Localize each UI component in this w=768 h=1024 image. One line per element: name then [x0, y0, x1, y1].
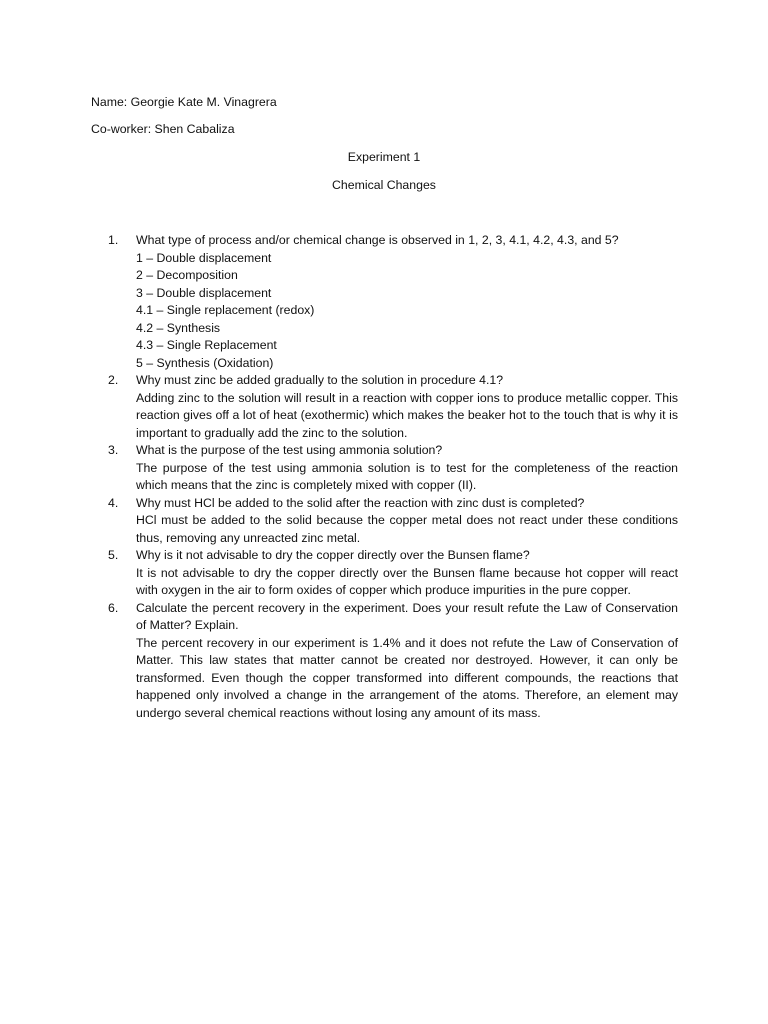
process-item: 1 – Double displacement	[136, 250, 272, 265]
process-item: 4.3 – Single Replacement	[136, 338, 277, 352]
process-item: 5 – Synthesis (Oxidation)	[136, 355, 274, 370]
question-text: Calculate the percent recovery in the experiment. Does your result refute the Law of Conservation of Matter? Explain.	[136, 600, 678, 632]
question-item-2	[108, 372, 678, 442]
process-list	[136, 250, 678, 373]
answer-text: Adding zinc to the solution will result in a reaction with copper ions to produce metallic copper. This reaction gives off a lot of heat (exothermic) which makes the beaker hot to the touch that is why it is important to gradually add the zinc to the solution.	[136, 390, 678, 440]
answer-text: It is not advisable to dry the copper directly over the Bunsen flame because hot copper will react with oxygen in the air to form oxides of copper which produce impurities in the pure copper.	[136, 565, 678, 597]
question-number: 2.	[108, 373, 119, 387]
experiment-number: Experiment 1	[347, 150, 421, 164]
question-number: 1.	[108, 233, 119, 247]
question-text: What type of process and/or chemical change is observed in 1, 2, 3, 4.1, 4.2, 4.3, and 5?	[136, 233, 619, 247]
student-name: Name: Georgie Kate M. Vinagrera	[91, 95, 277, 109]
question-text: Why must HCl be added to the solid after the reaction with zinc dust is completed?	[136, 495, 585, 510]
question-text: Why is it not advisable to dry the copper directly over the Bunsen flame?	[136, 548, 530, 562]
process-item: 4.1 – Single replacement (redox)	[136, 303, 315, 317]
question-number: 5.	[108, 548, 119, 562]
answer-text: The purpose of the test using ammonia solution is to test for the completeness of the reaction which means that the zinc is completely mixed with copper (II).	[136, 460, 678, 492]
process-item: 3 – Double displacement	[136, 285, 272, 300]
question-number: 6.	[108, 600, 119, 615]
question-number: 3.	[108, 443, 119, 457]
question-item-6	[108, 600, 678, 723]
questions-list	[108, 232, 678, 722]
process-item: 2 – Decomposition	[136, 268, 238, 282]
question-item-3	[108, 442, 678, 495]
answer-text: The percent recovery in our experiment is 1.4% and it does not refute the Law of Conservation of Matter. This law states that matter cannot be created nor destroyed. However, it can only be transformed. Even though the copper transformed into different compounds, the reactions that happened only involved a change in the arrangement of the atoms. Therefore, an element may undergo several chemical reactions without losing any amount of its mass.	[136, 635, 678, 720]
question-item-4	[108, 495, 678, 548]
question-item-5	[108, 547, 678, 600]
answer-text: HCl must be added to the solid because the copper metal does not react under these conditions thus, removing any unreacted zinc metal.	[136, 513, 678, 545]
process-item: 4.2 – Synthesis	[136, 320, 221, 335]
question-text: Why must zinc be added gradually to the solution in procedure 4.1?	[136, 373, 504, 387]
question-item-1	[108, 232, 678, 372]
experiment-title: Chemical Changes	[332, 178, 436, 192]
coworker-name: Co-worker: Shen Cabaliza	[91, 122, 235, 136]
question-number: 4.	[108, 495, 119, 510]
question-text: What is the purpose of the test using ammonia solution?	[136, 443, 443, 457]
